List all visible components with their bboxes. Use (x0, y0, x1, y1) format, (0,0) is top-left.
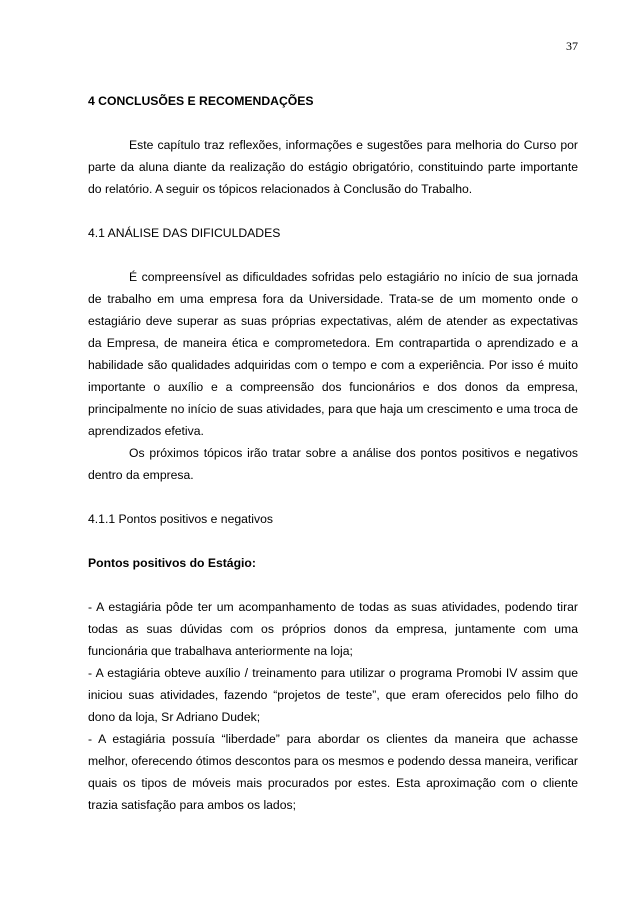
section-title: 4.1 ANÁLISE DAS DIFICULDADES (88, 226, 281, 240)
positive-item: - A estagiária obteve auxílio / treinamento para utilizar o programa Promobi IV assim que iniciou suas atividades, fazendo “projetos de teste”, que eram oferecidos pelo filho do dono da loja, Sr Adriano Dudek; (88, 666, 578, 724)
subsection-title: 4.1.1 Pontos positivos e negativos (88, 512, 273, 526)
page-number: 37 (566, 39, 578, 53)
chapter-intro-paragraph: Este capítulo traz reflexões, informações e sugestões para melhoria do Curso por parte da aluna diante da realização do estágio obrigatório, constituindo parte importante do relatório. A seguir os tópicos relacionados à Conclusão do Trabalho. (88, 138, 578, 196)
page-content (88, 90, 578, 816)
chapter-title: 4 CONCLUSÕES E RECOMENDAÇÕES (88, 94, 314, 108)
positive-item: - A estagiária pôde ter um acompanhamento de todas as suas atividades, podendo tirar todas as suas dúvidas com os próprios donos da empresa, juntamente com uma funcionária que trabalhava anteriormente na loja; (88, 600, 578, 658)
section-paragraph-1: É compreensível as dificuldades sofridas pelo estagiário no início de sua jornada de trabalho em uma empresa fora da Universidade. Trata-se de um momento onde o estagiário deve superar as suas próprias expectativas, além de atender as expectativas da Empresa, de maneira ética e comprometedora. Em contrapartida o aprendizado e a habilidade são qualidades adquiridas com o tempo e com a experiência. Por isso é muito importante o auxílio e a compreensão dos funcionários e dos donos da empresa, principalmente no início de suas atividades, para que haja um crescimento e uma troca de aprendizados efetiva. (88, 270, 578, 438)
positives-title: Pontos positivos do Estágio: (88, 556, 256, 570)
positive-item: - A estagiária possuía “liberdade” para abordar os clientes da maneira que achasse melhor, oferecendo ótimos descontos para os mesmos e podendo dessa maneira, verificar quais os tipos de móveis mais procurados por estes. Esta aproximação com o cliente trazia satisfação para ambos os lados; (88, 732, 578, 812)
section-paragraph-2: Os próximos tópicos irão tratar sobre a análise dos pontos positivos e negativos dentro da empresa. (88, 446, 578, 482)
